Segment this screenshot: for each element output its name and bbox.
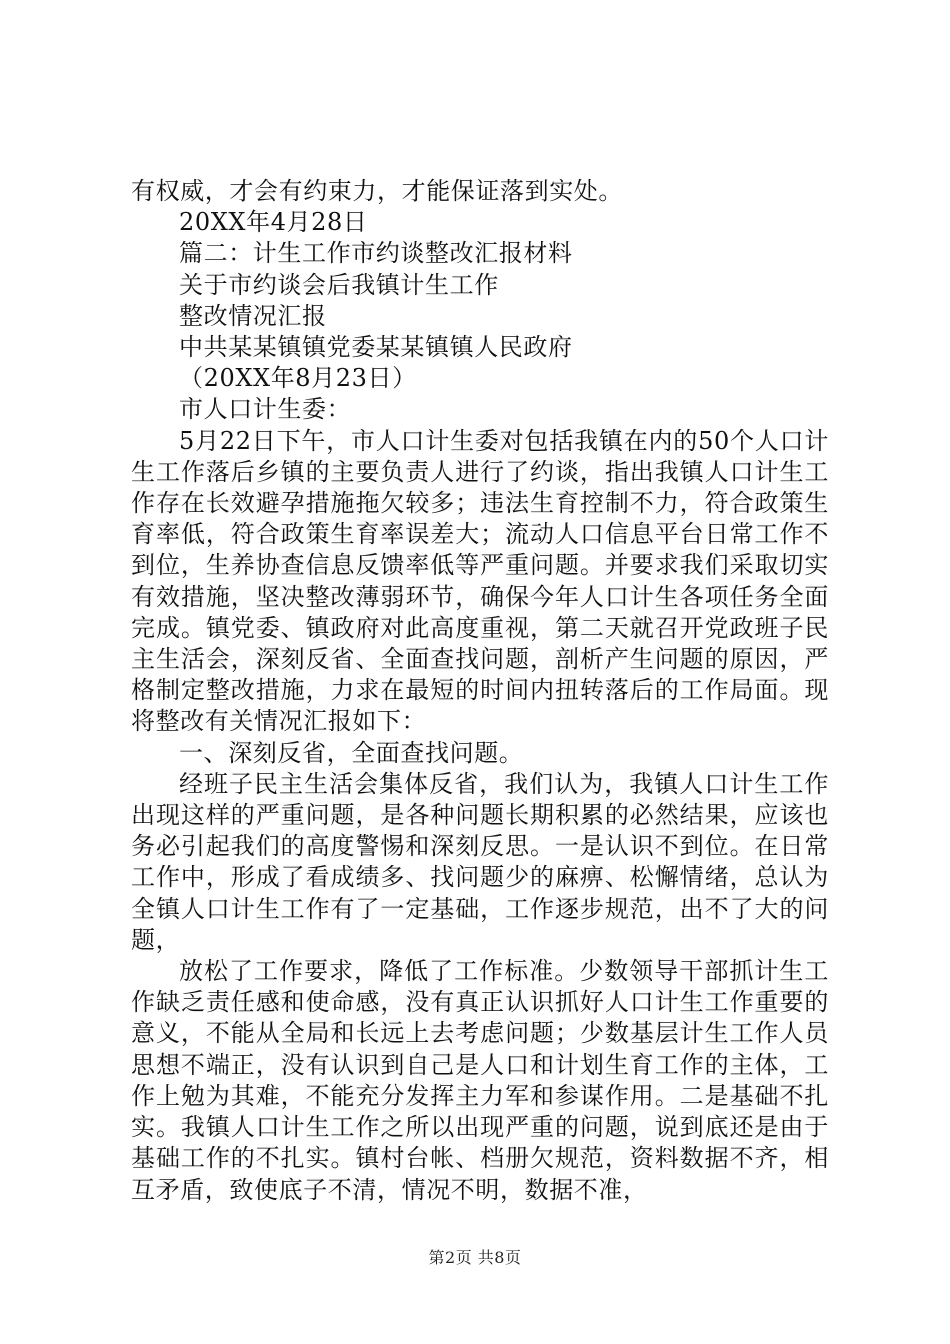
document-body (131, 176, 829, 1206)
subheading-1: 一、深刻反省，全面查找问题。 (179, 738, 524, 767)
report-title-line-2: 整改情况汇报 (179, 301, 327, 330)
paragraph-intro: 5月22日下午，市人口计生委对包括我镇在内的50个人口计生工作落后乡镇的主要负责人进行了约谈，指出我镇人口计生工作存在长效避孕措施拖欠较多；违法生育控制不力，符合政策生育率低，符合政策生育率误差大；流动人口信息平台日常工作不到位，生养协查信息反馈率低等严重问题。并要求我们采取切实有效措施，坚决整改薄弱环节，确保今年人口计生各项任务全面完成。镇党委、镇政府对此高度重视，第二天就召开党政班子民主生活会，深刻反省、全面查找问题，剖析产生问题的原因，严格制定整改措施，力求在最短的时间内扭转落后的工作局面。现将整改有关情况汇报如下： (131, 426, 829, 736)
paragraph-0: 有权威，才会有约束力，才能保证落到实处。 (131, 177, 623, 205)
date-line: 20XX年4月28日 (179, 208, 368, 237)
paragraph-continuation: 放松了工作要求，降低了工作标准。少数领导干部抓计生工作缺乏责任感和使命感，没有真正认识抓好人口计生工作重要的意义，不能从全局和长远上去考虑问题；少数基层计生工作人员思想不端正，没有认识到自己是人口和计划生育工作的主体，工作上勉为其难，不能充分发挥主力军和参谋作用。二是基础不扎实。我镇人口计生工作之所以出现严重的问题，说到底还是由于基础工作的不扎实。镇村台帐、档册欠规范，资料数据不齐，相互矛盾，致使底子不清，情况不明，数据不准， (131, 957, 829, 1204)
page-number-footer: 第2页 共8页 (428, 1248, 522, 1267)
issuer-line: 中共某某镇镇党委某某镇镇人民政府 (179, 333, 573, 362)
salutation: 市人口计生委： (179, 395, 352, 424)
report-title-line-1: 关于市约谈会后我镇计生工作 (179, 270, 499, 299)
paragraph-reflection: 经班子民主生活会集体反省，我们认为，我镇人口计生工作出现这样的严重问题，是各种问题长期积累的必然结果，应该也务必引起我们的高度警惕和深刻反思。一是认识不到位。在日常工作中，形成了看成绩多、找问题少的麻痹、松懈情绪，总认为全镇人口计生工作有了一定基础，工作逐步规范，出不了大的问题， (131, 769, 829, 954)
section-heading: 篇二：计生工作市约谈整改汇报材料 (179, 239, 573, 268)
report-date-line: （20XX年8月23日） (179, 364, 417, 393)
